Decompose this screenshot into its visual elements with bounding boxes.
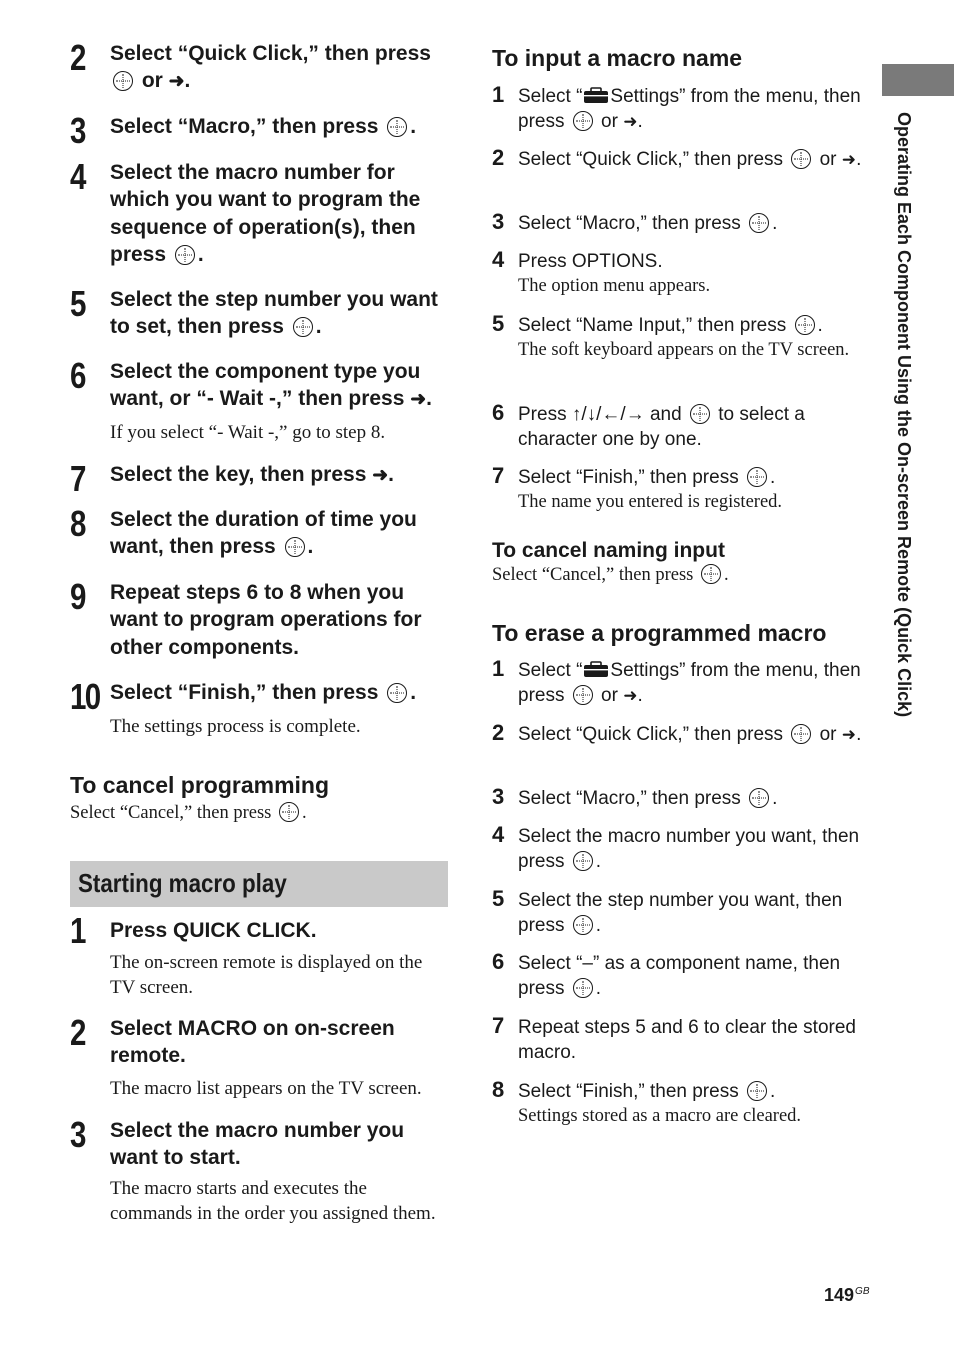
enter-button-icon bbox=[749, 213, 769, 233]
region-code: GB bbox=[855, 1286, 870, 1297]
enter-button-icon bbox=[795, 315, 815, 335]
step-number: 3 bbox=[492, 209, 505, 234]
program-step-6 bbox=[70, 355, 450, 445]
step-text: Press ↑/↓/←/→ and to select a character one by one. bbox=[518, 404, 805, 450]
program-step-4 bbox=[70, 156, 450, 268]
step-note: Settings stored as a macro are cleared. bbox=[518, 1106, 802, 1126]
enter-button-icon bbox=[747, 467, 767, 487]
name-step-3 bbox=[492, 211, 872, 236]
program-step-5 bbox=[70, 283, 450, 341]
erase-step-2 bbox=[492, 722, 872, 747]
name-step-6 bbox=[492, 402, 872, 452]
right-arrow-icon: ➜ bbox=[410, 389, 427, 411]
step-text: Select the macro number you want, then press . bbox=[518, 826, 860, 872]
step-text: Select “Quick Click,” then press or ➜. bbox=[110, 42, 431, 93]
right-arrow-icon: ➜ bbox=[841, 150, 857, 169]
erase-macro-heading: To erase a programmed macro bbox=[492, 620, 827, 646]
name-step-4 bbox=[492, 249, 872, 299]
program-step-9 bbox=[70, 576, 450, 661]
enter-button-icon bbox=[387, 683, 407, 703]
step-number: 5 bbox=[492, 886, 505, 911]
enter-button-icon bbox=[791, 724, 811, 744]
step-text: Select the macro number for which you want to program the sequence of operation(s), then press . bbox=[110, 161, 421, 266]
name-step-5 bbox=[492, 313, 872, 363]
step-note: If you select “- Wait -,” go to step 8. bbox=[110, 421, 386, 443]
step-number: 3 bbox=[70, 1114, 87, 1155]
right-arrow-icon: ➜ bbox=[623, 686, 638, 705]
enter-button-icon bbox=[573, 685, 593, 705]
step-text: Select “Macro,” then press . bbox=[518, 788, 778, 809]
step-note: The option menu appears. bbox=[518, 276, 711, 296]
page-number: $149^{GB}$ bbox=[824, 1285, 870, 1305]
step-note: The macro starts and executes the commands in the order you assigned them. bbox=[110, 1177, 436, 1224]
right-arrow-icon: ➜ bbox=[623, 112, 638, 131]
erase-step-5 bbox=[492, 888, 872, 938]
program-step-10 bbox=[70, 676, 450, 739]
play-step-3 bbox=[70, 1114, 450, 1226]
step-number: 10 bbox=[70, 676, 100, 717]
step-number: 1 bbox=[492, 656, 505, 681]
enter-button-icon bbox=[279, 802, 299, 822]
step-number: 6 bbox=[492, 949, 505, 974]
step-text: Press OPTIONS. bbox=[518, 251, 663, 272]
chapter-title: Operating Each Component Using the On-screen Remote (Quick Click) bbox=[894, 112, 914, 718]
cancel-naming-text: Select “Cancel,” then press . bbox=[492, 565, 729, 585]
step-text: Select “Finish,” then press . bbox=[518, 467, 776, 488]
step-number: 5 bbox=[492, 311, 505, 336]
step-number: 2 bbox=[70, 1012, 87, 1053]
right-arrow-icon: ➜ bbox=[841, 725, 857, 744]
arrow-keys-icon: ↑/↓/←/→ bbox=[571, 404, 645, 425]
input-macro-name-heading: To input a macro name bbox=[492, 45, 743, 71]
step-number: 2 bbox=[492, 145, 505, 170]
step-number: 7 bbox=[492, 1013, 505, 1038]
step-number: 6 bbox=[70, 355, 87, 396]
name-step-2 bbox=[492, 147, 872, 172]
step-number: 7 bbox=[70, 458, 87, 499]
step-text: Select “ Settings” from the menu, then press or ➜. bbox=[518, 86, 861, 132]
cancel-naming-heading: To cancel naming input bbox=[492, 539, 725, 562]
step-note: The settings process is complete. bbox=[110, 716, 361, 738]
play-step-1 bbox=[70, 910, 450, 1000]
name-step-1 bbox=[492, 84, 872, 134]
step-number: 5 bbox=[70, 283, 87, 324]
cancel-programming-heading: To cancel programming bbox=[70, 772, 330, 798]
step-number: 4 bbox=[492, 822, 505, 847]
toolbox-icon bbox=[583, 661, 609, 678]
step-number: 1 bbox=[492, 82, 505, 107]
erase-step-7 bbox=[492, 1015, 872, 1065]
step-text: Repeat steps 5 and 6 to clear the stored macro. bbox=[518, 1017, 856, 1063]
enter-button-icon bbox=[175, 245, 195, 265]
step-text: Select “Macro,” then press . bbox=[110, 115, 417, 138]
enter-button-icon bbox=[573, 851, 593, 871]
step-note: The on-screen remote is displayed on the TV screen. bbox=[110, 952, 423, 999]
step-number: 3 bbox=[70, 110, 87, 151]
step-number: 9 bbox=[70, 576, 87, 617]
step-text: Select “Macro,” then press . bbox=[518, 213, 778, 234]
step-number: 6 bbox=[492, 400, 505, 425]
step-text: Select the component type you want, or “- Wait -,” then press ➜. bbox=[110, 360, 432, 411]
step-number: 8 bbox=[70, 503, 87, 544]
erase-step-1 bbox=[492, 658, 872, 708]
step-number: 2 bbox=[492, 720, 505, 745]
step-text: Select the key, then press ➜. bbox=[110, 463, 394, 486]
step-number: 8 bbox=[492, 1077, 505, 1102]
erase-step-8 bbox=[492, 1079, 872, 1129]
enter-button-icon bbox=[285, 537, 305, 557]
enter-button-icon bbox=[747, 1081, 767, 1101]
section-banner bbox=[70, 861, 448, 907]
step-text: Select “Quick Click,” then press or ➜. bbox=[518, 724, 862, 745]
step-number: 4 bbox=[492, 247, 505, 272]
name-step-7 bbox=[492, 465, 872, 515]
step-text: Repeat steps 6 to 8 when you want to program operations for other components. bbox=[110, 581, 422, 659]
program-step-2 bbox=[70, 37, 450, 96]
right-arrow-icon: ➜ bbox=[372, 465, 389, 486]
program-step-7 bbox=[70, 458, 450, 499]
chapter-tab-marker bbox=[882, 64, 954, 96]
step-number: 3 bbox=[492, 784, 505, 809]
program-step-8 bbox=[70, 503, 450, 561]
right-arrow-icon: ➜ bbox=[168, 71, 185, 93]
step-note: The macro list appears on the TV screen. bbox=[110, 1077, 422, 1099]
step-text: Select “–” as a component name, then press . bbox=[518, 953, 841, 999]
enter-button-icon bbox=[573, 978, 593, 998]
step-note: The name you entered is registered. bbox=[518, 492, 783, 512]
enter-button-icon bbox=[701, 564, 721, 584]
step-number: 2 bbox=[70, 37, 87, 78]
enter-button-icon bbox=[113, 71, 133, 91]
enter-button-icon bbox=[690, 404, 710, 424]
step-text: Select “Name Input,” then press . bbox=[518, 315, 823, 336]
enter-button-icon bbox=[387, 117, 407, 137]
toolbox-icon bbox=[583, 87, 609, 104]
step-text: Select the step number you want, then press . bbox=[518, 890, 843, 936]
step-text: Select the step number you want to set, then press . bbox=[110, 288, 438, 339]
cancel-programming-text: Select “Cancel,” then press . bbox=[70, 803, 307, 823]
step-text: Select “ Settings” from the menu, then press or ➜. bbox=[518, 660, 861, 706]
step-text: Select the duration of time you want, then press . bbox=[110, 508, 417, 559]
step-number: 1 bbox=[70, 910, 87, 951]
step-text: Press QUICK CLICK. bbox=[110, 919, 317, 942]
step-text: Select “Finish,” then press . bbox=[518, 1081, 776, 1102]
enter-button-icon bbox=[293, 317, 313, 337]
erase-step-6 bbox=[492, 951, 872, 1001]
enter-button-icon bbox=[573, 111, 593, 131]
enter-button-icon bbox=[749, 788, 769, 808]
step-number: 7 bbox=[492, 463, 505, 488]
erase-step-3 bbox=[492, 786, 872, 811]
section-banner-title: Starting macro play bbox=[78, 868, 287, 898]
enter-button-icon bbox=[791, 149, 811, 169]
step-number: 4 bbox=[70, 156, 87, 197]
erase-step-4 bbox=[492, 824, 872, 874]
step-text: Select the macro number you want to start. bbox=[110, 1119, 405, 1170]
step-note: The soft keyboard appears on the TV screen. bbox=[518, 340, 850, 360]
step-text: Select “Finish,” then press . bbox=[110, 681, 417, 704]
step-text: Select MACRO on on-screen remote. bbox=[110, 1017, 395, 1068]
step-text: Select “Quick Click,” then press or ➜. bbox=[518, 149, 862, 170]
program-step-3 bbox=[70, 110, 450, 151]
enter-button-icon bbox=[573, 915, 593, 935]
play-step-2 bbox=[70, 1012, 450, 1101]
